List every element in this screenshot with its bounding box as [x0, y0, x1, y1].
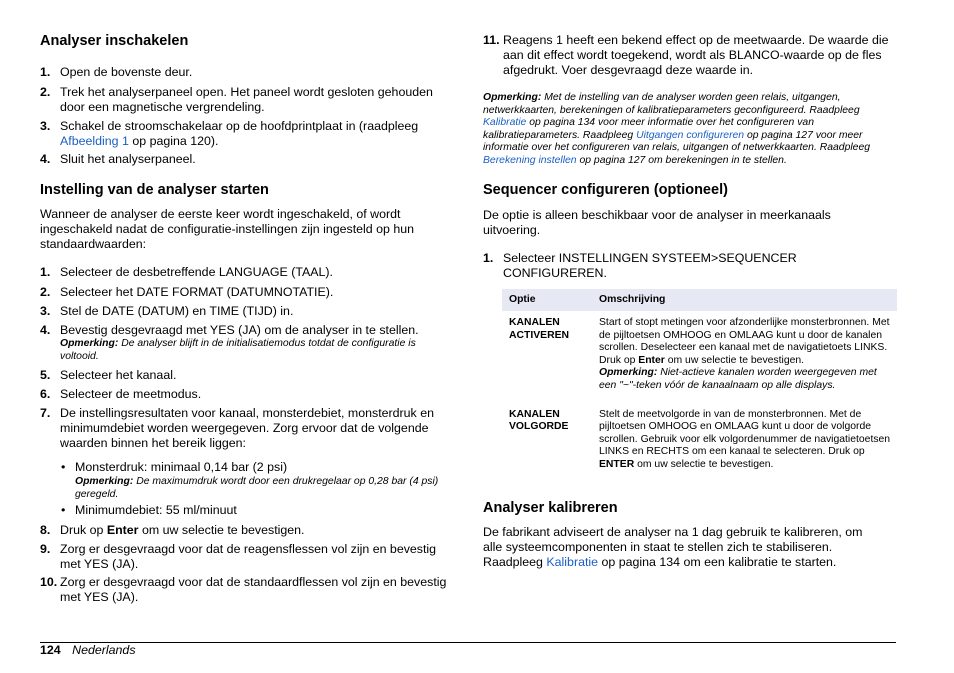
link-uitgangen-configureren[interactable]: Uitgangen configureren: [636, 129, 745, 141]
bullet-mark: •: [61, 460, 66, 474]
step-text: De instellingsresultaten voor kanaal, monsterdebiet, monsterdruk en minimumdebiet worden weergegeven. Zorg ervoor dat de volgende waarden binnen het bereik liggen:: [60, 406, 434, 450]
step-number: 3.: [40, 119, 51, 133]
step-text: Druk op Enter om uw selectie te bevestigen.: [60, 523, 305, 537]
bullet-text: Minimumdebiet: 55 ml/minuut: [75, 503, 237, 517]
section-title-instelling-starten: Instelling van de analyser starten: [40, 182, 269, 198]
section-title-kalibreren: Analyser kalibreren: [483, 500, 618, 516]
footer: [40, 643, 136, 658]
step-text: Trek het analyserpaneel open. Het paneel wordt gesloten gehouden door een magnetische vergrendeling.: [60, 85, 433, 114]
page-number: 124: [40, 643, 61, 657]
step-text: Selecteer het DATE FORMAT (DATUMNOTATIE).: [60, 285, 334, 299]
option-name: KANALEN ACTIVEREN: [509, 317, 570, 341]
step-number: 9.: [40, 542, 51, 556]
step-text: Selecteer het kanaal.: [60, 368, 177, 382]
step-text: Schakel de stroomschakelaar op de hoofdprintplaat in (raadpleeg Afbeelding 1 op pagina 120).: [60, 119, 419, 148]
step-text: Selecteer INSTELLINGEN SYSTEEM>SEQUENCER CONFIGUREREN.: [503, 251, 797, 280]
step-text: Selecteer de meetmodus.: [60, 387, 202, 401]
step-text: Reagens 1 heeft een bekend effect op de meetwaarde. De waarde die aan dit effect wordt toegekend, wordt als BLANCO-waarde op de fles afgedrukt. Voer desgevraagd deze waarde in.: [503, 33, 889, 77]
option-description: Start of stopt metingen voor afzonderlijke monsterbronnen. Met de pijltoetsen OMHOOG en OMLAAG kunt u door de kanalen scrollen. Deselecteer een kanaal met de navigatietoets LINKS. Druk op Enter om uw selectie te bevestigen. Opmerking: Niet-actieve kanalen worden weergegeven met een "~"-teken vóór de kanaalnaam op alle displays.: [599, 317, 890, 391]
step-number: 6.: [40, 387, 51, 401]
note: Opmerking: De analyser blijft in de initialisatiemodus totdat de configuratie is voltooid.: [60, 338, 416, 362]
step-number: 1.: [40, 65, 51, 79]
step-text: Zorg er desgevraagd voor dat de reagensflessen vol zijn en bevestig met YES (JA).: [60, 542, 437, 571]
intro-paragraph: De optie is alleen beschikbaar voor de analyser in meerkanaals uitvoering.: [483, 208, 831, 237]
table-row: [502, 401, 897, 472]
table-row: [502, 311, 897, 401]
option-description: Stelt de meetvolgorde in van de monsterbronnen. Met de pijltoetsen OMHOOG en OMLAAG kunt u door de volgorde scrollen. Gebruik voor elk volgordenummer de navigatietoetsen LINKS en RECHTS om een kanaal te selecteren. Druk op ENTER om uw selectie te bevestigen.: [599, 408, 891, 470]
footer-divider: [40, 642, 896, 643]
intro-paragraph: Wanneer de analyser de eerste keer wordt ingeschakeld, of wordt ingeschakeld nadat de configuratie-instellingen zijn ingesteld op hun standaardwaarden:: [40, 207, 415, 251]
step-number: 7.: [40, 406, 51, 420]
step-text: Bevestig desgevraagd met YES (JA) om de analyser in te stellen.: [60, 323, 419, 337]
calibration-paragraph: De fabrikant adviseert de analyser na 1 dag gebruik te kalibreren, om alle systeemcomponenten in staat te stellen zich te stabiliseren. Raadpleeg Kalibratie op pagina 134 om een kalibratie te starten.: [483, 525, 863, 569]
section-title-sequencer: Sequencer configureren (optioneel): [483, 182, 728, 198]
step-text: Open de bovenste deur.: [60, 65, 193, 79]
column-header-optie: Optie: [502, 289, 592, 311]
step-number: 11.: [483, 33, 500, 47]
step-number: 8.: [40, 523, 51, 537]
step-text: Sluit het analyserpaneel.: [60, 152, 196, 166]
options-table: [502, 289, 897, 472]
link-berekening-instellen[interactable]: Berekening instellen: [483, 154, 577, 166]
footer-language: Nederlands: [72, 643, 136, 657]
note: Opmerking: De maximumdruk wordt door een drukregelaar op 0,28 bar (4 psi) geregeld.: [75, 476, 439, 500]
step-number: 4.: [40, 152, 51, 166]
step-text: Zorg er desgevraagd voor dat de standaardflessen vol zijn en bevestig met YES (JA).: [60, 575, 447, 604]
step-number: 2.: [40, 85, 51, 99]
link-kalibratie[interactable]: Kalibratie: [483, 117, 527, 129]
bullet-text: Monsterdruk: minimaal 0,14 bar (2 psi): [75, 460, 288, 474]
step-number: 10.: [40, 575, 58, 589]
section-title-analyser-inschakelen: Analyser inschakelen: [40, 33, 189, 49]
step-number: 5.: [40, 368, 51, 382]
option-name: KANALEN VOLGORDE: [509, 408, 569, 433]
bullet-mark: •: [61, 503, 66, 517]
step-text: Selecteer de desbetreffende LANGUAGE (TAAL).: [60, 265, 333, 279]
step-number: 1.: [40, 265, 51, 279]
column-header-omschrijving: Omschrijving: [592, 289, 897, 311]
step-number: 1.: [483, 251, 494, 265]
table-header-row: [502, 289, 897, 311]
step-number: 2.: [40, 285, 51, 299]
step-text: Stel de DATE (DATUM) en TIME (TIJD) in.: [60, 304, 294, 318]
step-number: 3.: [40, 304, 51, 318]
note: Opmerking: Met de instelling van de analyser worden geen relais, uitgangen, netwerkkaarten, berekeningen of kalibratieparameters geconfigureerd. Raadpleeg Kalibratie op pagina 134 voor meer informatie over het configureren van kalibratieparameters. Raadpleeg Uitgangen configureren op pagina 127 voor meer informatie over het configureren van relais, uitgangen of netwerkkaarten. Raadpleeg Berekening instellen op pagina 127 om berekeningen in te stellen.: [483, 92, 870, 166]
step-number: 4.: [40, 323, 51, 337]
link-afbeelding-1[interactable]: Afbeelding 1: [60, 134, 129, 148]
link-kalibratie[interactable]: Kalibratie: [546, 555, 599, 569]
